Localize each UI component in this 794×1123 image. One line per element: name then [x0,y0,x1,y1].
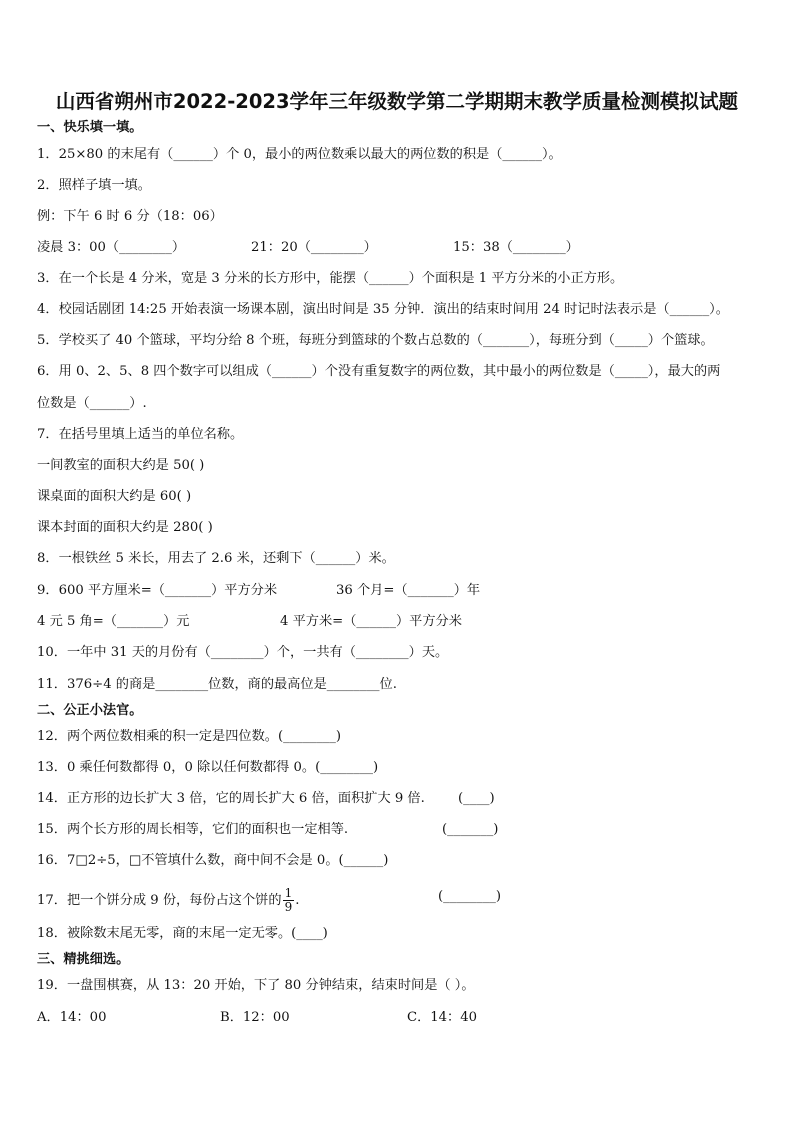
question-9-b: 36 个月=（_______）年 [336,583,481,598]
section-heading-1: 一、快乐填一填。 [37,120,143,135]
question-6-line-2: 位数是（______）. [37,396,147,411]
question-14-blank: (____) [458,791,495,806]
question-2-blanks [37,238,757,258]
question-18: 18．被除数末尾无零，商的末尾一定无零。(____) [37,926,328,941]
fraction-numerator: 1 [284,886,293,900]
question-8: 8．一根铁丝 5 米长，用去了 2.6 米，还剩下（______）米。 [37,551,395,566]
question-14-text: 14．正方形的边长扩大 3 倍，它的周长扩大 6 倍，面积扩大 9 倍. [37,791,425,806]
question-15-blank: (_______) [442,822,499,837]
question-5: 5．学校买了 40 个篮球，平均分给 8 个班，每班分到篮球的个数占总数的（_______），每班分到（_____）个篮球。 [37,333,714,348]
question-17-text-group [37,887,299,914]
question-1: 1．25×80 的末尾有（______）个 0，最小的两位数乘以最大的两位数的积是（______）。 [37,147,562,162]
question-15-text: 15．两个长方形的周长相等，它们的面积也一定相等. [37,822,349,837]
question-9-c: 4 元 5 角=（_______）元 [37,614,190,629]
question-9-row-1 [37,581,757,601]
question-17-blank: (________) [438,889,502,904]
question-14 [37,789,757,809]
question-12: 12．两个两位数相乘的积一定是四位数。(________) [37,729,342,744]
page-title: 山西省朔州市2022-2023学年三年级数学第二学期期末教学质量检测模拟试题 [55,90,739,113]
section-heading-2: 二、公正小法官。 [37,703,143,718]
section-heading-3: 三、精挑细选。 [37,952,130,967]
question-15 [37,820,757,840]
option-c: C．14：40 [407,1010,478,1025]
question-2-blank-a: 凌晨 3：00（________） [37,240,186,255]
question-3: 3．在一个长是 4 分米，宽是 3 分米的长方形中，能摆（______）个面积是 1 平方分米的小正方形。 [37,271,624,286]
question-2-example: 例：下午 6 时 6 分（18：06） [37,209,223,224]
fraction-one-ninth [283,887,295,914]
question-2-blank-b: 21：20（________） [251,240,377,255]
question-4: 4．校园话剧团 14:25 开始表演一场课本剧，演出时间是 35 分钟．演出的结束时间用 24 时记时法表示是（______）。 [37,302,729,317]
question-17-end: . [295,893,300,908]
question-19-options [37,1008,757,1028]
question-13: 13．0 乘任何数都得 0，0 除以任何数都得 0。(________) [37,760,379,775]
question-19: 19．一盘围棋赛，从 13：20 开始，下了 80 分钟结束，结束时间是（ ）。 [37,978,475,993]
question-7-a: 一间教室的面积大约是 50( ) [37,458,205,473]
question-7-b: 课桌面的面积大约是 60( ) [37,489,192,504]
question-9-row-2 [37,612,757,632]
question-9-a: 9．600 平方厘米=（_______）平方分米 [37,583,278,598]
question-7-c: 课本封面的面积大约是 280( ) [37,520,213,535]
option-b: B．12：00 [220,1010,290,1025]
question-2: 2．照样子填一填。 [37,178,151,193]
question-17-text: 17．把一个饼分成 9 份，每份占这个饼的 [37,893,282,908]
question-17 [37,882,757,916]
option-a: A．14：00 [37,1010,107,1025]
question-2-blank-c: 15：38（________） [453,240,579,255]
question-11: 11．376÷4 的商是________位数，商的最高位是________位. [37,677,397,692]
question-16: 16．7□2÷5，□不管填什么数，商中间不会是 0。(______) [37,853,389,868]
fraction-denominator: 9 [284,900,293,914]
question-9-d: 4 平方米=（______）平方分米 [280,614,462,629]
question-6-line-1: 6．用 0、2、5、8 四个数字可以组成（______）个没有重复数字的两位数，其中最小的两位数是（_____），最大的两 [37,364,721,379]
question-7: 7．在括号里填上适当的单位名称。 [37,427,244,442]
question-10: 10．一年中 31 天的月份有（________）个，一共有（________）天。 [37,645,449,660]
